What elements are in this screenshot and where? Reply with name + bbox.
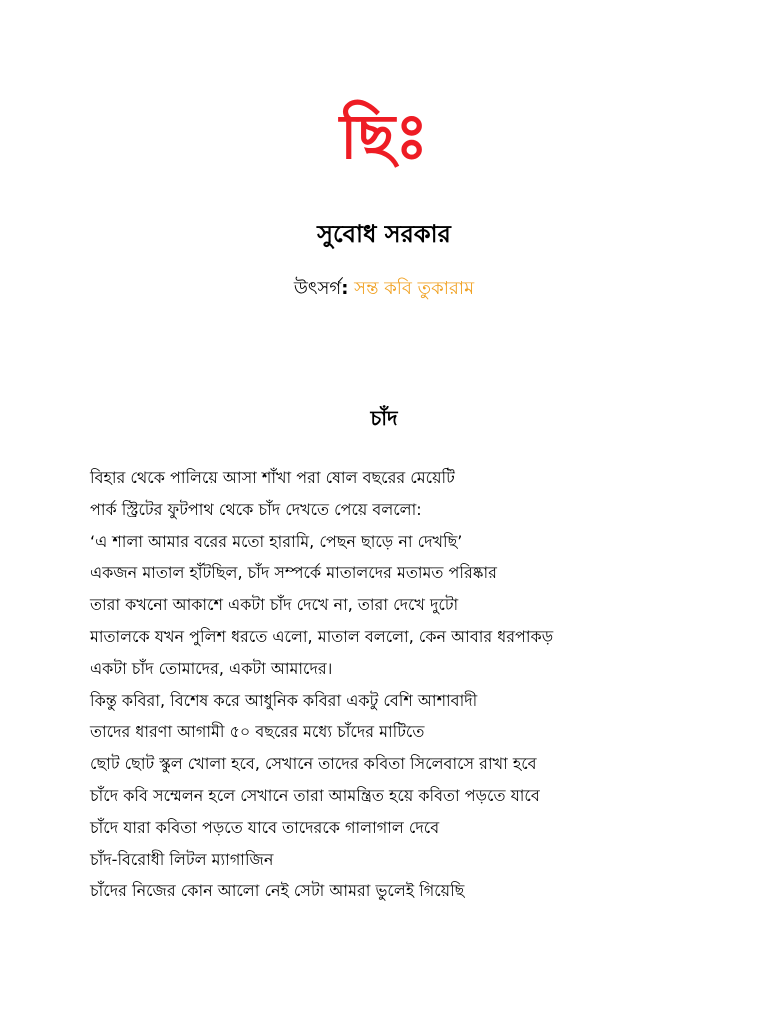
poem-body [90, 462, 730, 907]
dedication-colon: : [341, 278, 349, 299]
dedicatee-name: সন্ত কবি তুকারাম [354, 278, 475, 299]
poem-line: বিহার থেকে পালিয়ে আসা শাঁখা পরা ষোল বছরের মেয়েটি [90, 468, 455, 487]
poem-line: একজন মাতাল হাঁটছিল, চাঁদ সম্পর্কে মাতালদের মতামত পরিষ্কার [90, 563, 497, 583]
poem-line: তারা কখনো আকাশে একটা চাঁদ দেখে না, তারা দেখে দুটো [90, 595, 459, 615]
poem-line: ছোট ছোট স্কুল খোলা হবে, সেখানে তাদের কবিতা সিলেবাসে রাখা হবে [90, 754, 537, 774]
poem-line: চাঁদে যারা কবিতা পড়তে যাবে তাদেরকে গালাগাল দেবে [90, 817, 440, 837]
poem-line: পার্ক স্ট্রিটের ফুটপাথ থেকে চাঁদ দেখতে পেয়ে বললো: [90, 499, 422, 519]
poem-title: চাঁদ [370, 406, 398, 430]
author-name: সুবোধ সরকার [317, 220, 451, 248]
poem-line: ‘এ শালা আমার বরের মতো হারামি, পেছন ছাড়ে না দেখছি’ [90, 531, 463, 551]
poem-line: কিন্তু কবিরা, বিশেষ করে আধুনিক কবিরা একটু বেশি আশাবাদী [90, 690, 478, 710]
poem-line: চাঁদের নিজের কোন আলো নেই সেটা আমরা ভুলেই গিয়েছি [90, 881, 465, 901]
poem-line: একটা চাঁদ তোমাদের, একটা আমাদের। [90, 658, 333, 678]
poem-line: চাঁদ-বিরোধী লিটল ম্যাগাজিন [90, 849, 274, 869]
poem-line: চাঁদে কবি সম্মেলন হলে সেখানে তারা আমন্ত্রিত হয়ে কবিতা পড়তে যাবে [90, 785, 540, 805]
dedication-label: উৎসর্গ [293, 278, 342, 299]
dedication [0, 274, 768, 304]
poem-line: মাতালকে যখন পুলিশ ধরতে এলো, মাতাল বললো, কেন আবার ধরপাকড় [90, 626, 554, 646]
poem-line: তাদের ধারণা আগামী ৫০ বছরের মধ্যে চাঁদের মাটিতে [90, 722, 425, 742]
book-title: ছিঃ [339, 100, 429, 173]
